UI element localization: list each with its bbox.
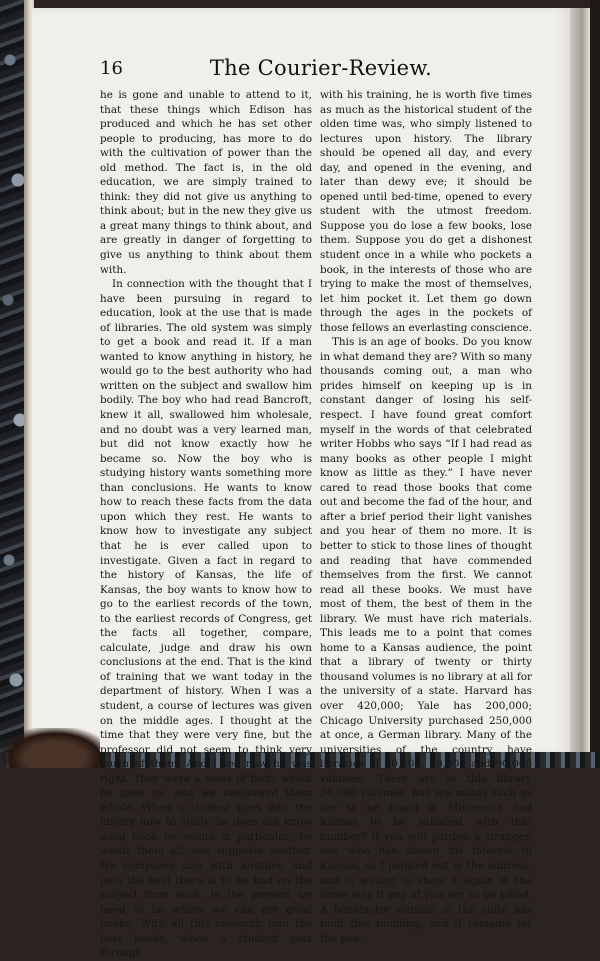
paragraph: he is gone and unable to attend to it, that these things which Edison has produced and which he has set other people to producing, has more to do with the cultivation of power than the old method. The fact is, in the old education, we are simply trained to think: they did not give us anything to think about; but in the new they give us a great many things to think about, and are greatly in danger of forgetting to give us anything to think about them with. (100, 89, 312, 276)
running-title: The Courier-Review. (209, 56, 433, 80)
right-column (320, 88, 532, 946)
page-header (100, 58, 542, 82)
paragraph: In connection with the thought that I have been pursuing in regard to education, look at the use that is made of libraries. The old system was simply to get a book and read it. If a man wanted to know anything in history, he would go to the best authority who had written on the subject and swallow him bodily. The boy who had read Bancroft, knew it all, swallowed him wholesale, and no doubt was a very learned man, but did not know exactly how he became so. Now the boy who is studying history wants something more than conclusions. He wants to know how to reach these facts from the data upon which they rest. He wants to know how to investigate any subject that he is ever called upon to investigate. Given a fact in regard to the history of Kansas, the life of Kansas, the boy wants to know how to go to the earliest records of the town, to the earliest records of Congress, get the facts all together, compare, calculate, judge and draw his own conclusions at the end. That is the kind of training that we want today in the department of history. When I was a student, a course of lectures was given on the middle ages. I thought at the time that they were very fine, but the professor did not seem to think very much of them. And I see now he was right. They were a mass of facts which he gave us, and we swallowed them whole. When a student goes into the library now to study, he does not know what book he wants in particular; he wants them all, one suggests another. He compares one with another, and gets the best there is to be had on the subject from each. In the present we need to be where we can get good books. With all this research into the best books, when a student gets through (100, 278, 312, 960)
paragraph: This is an age of books. Do you know in what demand they are? With so many thousands coming out, a man who prides himself on keeping up is in constant danger of losing his self-respect. I have found great comfort myself in the words of that celebrated writer Hobbs who says “If I had read as many books as other people I might know as little as they.” I have never cared to read those books that come out and become the fad of the hour, and after a brief period their light vanishes and you hear of them no more. It is better to stick to those lines of thought and reading that have commended themselves from the first. We cannot read all these books. We must have most of them, the best of them in the library. We must have rich materials. This leads me to a point that comes home to a Kansas audience, the point that a library of twenty or thirty thousand volumes is no library at all for the university of a state. Harvard has over 420,000; Yale has 200,000; Chicago University purchased 250,000 at once, a German library. Many of the universities of the country have libraries of 50,000, 70,000 and 90,000 volumes. There are in this library 30,000 volumes, but are minds such as are to be found in Minnesota and Kansas to be satisfied with that number? If you will pardon a stranger, one who has shown his interest in Kansas, as I pointed out in the address, and is willing to show it again in the same way if any of you are to be killed. A benefactor outside of the state has built this building, and it remains for the peo- (320, 336, 532, 945)
left-column (100, 88, 312, 961)
background-edge (590, 0, 600, 768)
thumb (0, 728, 100, 768)
paragraph: with his training, he is worth five times as much as the historical student of the olden time was, who simply listened to lectures upon history. The library should be opened all day, and every day, and opened in the evening, and later than dewy eve; it should be opened until bed-time, opened to every student with the utmost freedom. Suppose you do lose a few books, lose them. Suppose you do get a dishonest student once in a while who pockets a book, in the interests of those who are trying to make the most of themselves, let him pocket it. Let them go down through the ages in the pockets of those fellows an everlasting conscience. (320, 89, 533, 334)
page-number: 16 (100, 58, 123, 79)
page-stack-edge (570, 8, 590, 756)
